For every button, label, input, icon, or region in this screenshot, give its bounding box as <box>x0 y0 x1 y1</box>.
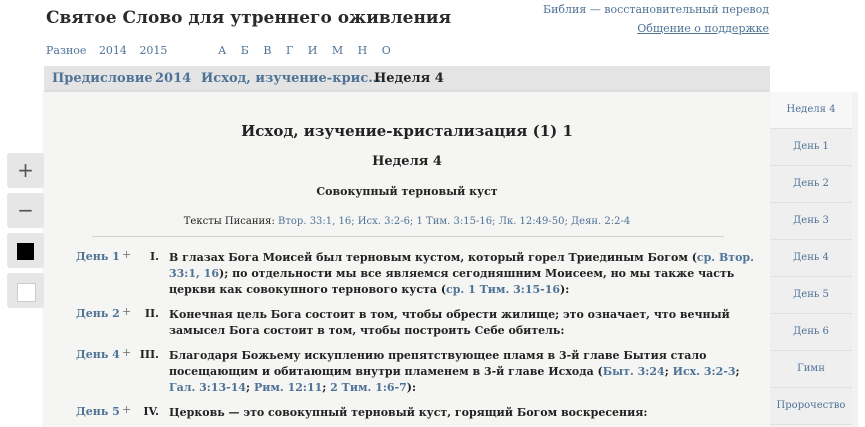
letter-v[interactable]: В <box>263 44 272 57</box>
verse-link[interactable]: Исх. 3:2-3 <box>672 365 736 378</box>
scripture-refs[interactable]: Втор. 33:1, 16; Исх. 3:2-6; 1 Тим. 3:15-16; Лк. 12:49-50; Деян. 2:2-4 <box>278 216 631 227</box>
breadcrumb-book[interactable]: Исход, изучение-крис… <box>201 71 382 86</box>
outline-numeral: III. <box>139 348 159 361</box>
day-link[interactable]: День 1 <box>76 250 120 263</box>
outline-text-part: В глазах Бога Моисей был терновым кустом, который горел Триединым Богом ( <box>169 251 697 264</box>
outline-text-part: Конечная цель Бога состоит в том, чтобы обрести жилище; это означает, что вечный замысел Бога состоит в том, чтобы построить Себе обитель: <box>169 308 730 337</box>
support-link[interactable]: Общение о поддержке <box>637 22 769 35</box>
rightnav-day-1[interactable]: День 1 <box>770 129 852 166</box>
dark-theme-button[interactable] <box>7 233 44 268</box>
light-theme-button[interactable] <box>7 273 44 308</box>
verse-link[interactable]: 2 Тим. 1:6-7 <box>330 381 407 394</box>
breadcrumb-current: Неделя 4 <box>374 71 444 86</box>
letter-g[interactable]: Г <box>285 44 294 57</box>
page-title: Исход, изучение-кристализация (1) 1 <box>241 122 573 140</box>
outline-text-part: Церковь — это совокупный терновый куст, горящий Богом воскресения: <box>169 406 648 419</box>
outline-numeral: I. <box>150 250 159 263</box>
rightnav-day-5[interactable]: День 5 <box>770 277 852 314</box>
outline-text-part: ; <box>664 365 673 378</box>
letter-n[interactable]: Н <box>357 44 368 57</box>
outline-text-part: ; <box>246 381 254 394</box>
outline-text-part: Благодаря Божьему искуплению препятствующее пламя в 3-й главе Бытия стало посещающим и обитающим внутри пламенем в 3-й главе Исхода ( <box>169 349 707 378</box>
outline-numeral: II. <box>144 307 159 320</box>
rightnav-day-3[interactable]: День 3 <box>770 203 852 240</box>
letter-o[interactable]: О <box>381 44 391 57</box>
breadcrumb-preface[interactable]: Предисловие <box>52 71 153 86</box>
outline-text-part: ): <box>406 381 417 394</box>
expand-icon[interactable]: + <box>122 305 132 318</box>
letter-m[interactable]: М <box>331 44 344 57</box>
outline-text <box>169 405 759 421</box>
nav-2014[interactable]: 2014 <box>98 44 127 57</box>
outline-text-part: ; <box>735 365 740 378</box>
outline-numeral: IV. <box>143 405 159 418</box>
black-swatch-icon <box>17 243 34 260</box>
expand-icon[interactable]: + <box>122 403 132 416</box>
white-swatch-icon <box>17 283 36 302</box>
day-link[interactable]: День 2 <box>76 307 120 320</box>
day-navigation <box>770 92 858 427</box>
scripture-label: Тексты Писания: <box>183 216 275 227</box>
scripture-reading <box>44 216 770 227</box>
verse-link[interactable]: Гал. 3:13-14 <box>169 381 247 394</box>
expand-icon[interactable]: + <box>122 346 132 359</box>
verse-link[interactable]: ср. Втор. 33:1, 16 <box>169 251 754 280</box>
nav-misc[interactable]: Разное <box>46 44 87 57</box>
minus-icon: − <box>17 198 34 222</box>
rightnav-week[interactable]: Неделя 4 <box>770 92 852 129</box>
verse-link[interactable]: Быт. 3:24 <box>602 365 665 378</box>
rightnav-day-6[interactable]: День 6 <box>770 314 852 351</box>
outline-text <box>169 250 759 298</box>
outline-text-part: ); по отдельности мы все являемся сегодняшним Моисеем, но мы также часть церкви как совокупного тернового куста ( <box>169 267 735 296</box>
breadcrumb <box>44 66 770 93</box>
zoom-out-button[interactable] <box>7 193 44 228</box>
expand-icon[interactable]: + <box>122 248 132 261</box>
divider <box>92 236 724 237</box>
rightnav-prophecy[interactable]: Пророчество <box>770 388 852 425</box>
letter-b[interactable]: Б <box>240 44 249 57</box>
bible-link[interactable]: Библия — восстановительный перевод <box>542 3 769 16</box>
plus-icon: + <box>17 158 34 182</box>
main-content <box>44 92 770 427</box>
rightnav-hymn[interactable]: Гимн <box>770 351 852 388</box>
verse-link[interactable]: ср. 1 Тим. 3:15-16 <box>446 283 561 296</box>
letter-i[interactable]: И <box>307 44 318 57</box>
verse-link[interactable]: Рим. 12:11 <box>253 381 323 394</box>
day-link[interactable]: День 5 <box>76 405 120 418</box>
top-navigation <box>46 44 411 57</box>
letter-a[interactable]: А <box>217 44 227 57</box>
outline-text-part: ; <box>322 381 331 394</box>
letter-index <box>218 44 402 57</box>
outline-text-part: ): <box>560 283 570 296</box>
site-title[interactable]: Святое Слово для утреннего оживления <box>46 8 452 28</box>
week-heading: Неделя 4 <box>372 154 442 169</box>
breadcrumb-year[interactable]: 2014 <box>155 71 192 86</box>
outline-text <box>169 348 759 396</box>
rightnav-day-2[interactable]: День 2 <box>770 166 852 203</box>
subject-heading: Совокупный терновый куст <box>316 185 498 198</box>
day-link[interactable]: День 4 <box>76 348 120 361</box>
rightnav-day-4[interactable]: День 4 <box>770 240 852 277</box>
zoom-in-button[interactable] <box>7 153 44 188</box>
nav-2015[interactable]: 2015 <box>139 44 168 57</box>
outline-text <box>169 307 759 339</box>
